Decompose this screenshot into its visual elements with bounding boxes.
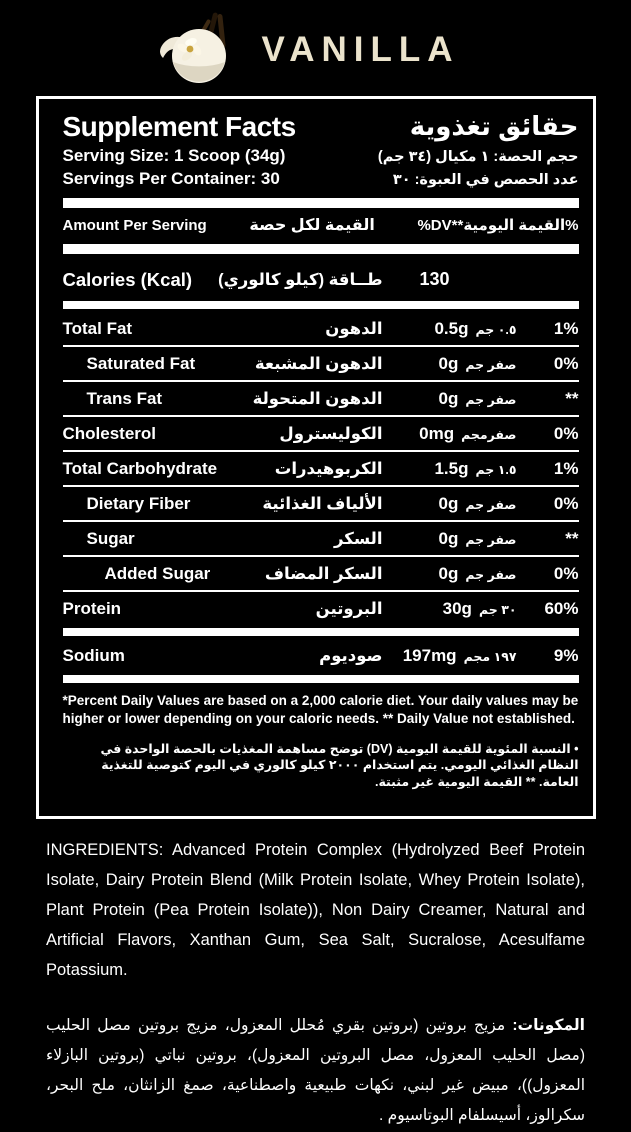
nutrient-daily-value: 0% [553,493,579,513]
nutrient-name-ar: طــاقة (كيلو كالوري) [218,270,383,289]
nutrient-daily-value: 1% [553,458,579,478]
nutrient-value [385,494,521,514]
amount-per-serving-row [63,215,579,235]
nutrient-value-ar: ٣٠ جم [478,602,517,617]
nutrient-daily-value: 9% [553,645,579,665]
nutrient-value-en: 0.5g [434,318,469,338]
nutrient-value-en: 30g [442,598,472,618]
flavor-title: VANILLA [261,30,460,69]
amount-per-serving-ar: القيمة لكل حصة [249,217,375,234]
nutrient-name-ar: الدهون المتحولة [252,389,383,408]
panel-title-row [63,111,579,143]
nutrient-value-en: 0g [438,353,459,373]
nutrient-daily-value: ** [565,528,579,548]
nutrient-name-ar: البروتين [315,599,383,618]
nutrient-row-sugar [63,522,579,555]
nutrient-value-ar: ١.٥ جم [475,462,517,477]
nutrient-daily-value: 60% [544,598,579,618]
daily-value-header: %DV**القيمة اليومية% [417,217,579,234]
nutrient-name-en: Protein [62,598,122,618]
section-divider-bar [63,675,579,683]
nutrient-daily-value: 1% [553,318,579,338]
section-divider-bar [63,628,579,636]
nutrient-value [385,599,521,619]
nutrient-name-ar: الدهون [325,319,383,338]
nutrient-name-ar: السكر [333,529,383,548]
nutrient-name-en: Saturated Fat [86,353,196,373]
nutrient-value-ar: ٠.٥ جم [475,322,517,337]
nutrient-daily-value: 0% [553,353,579,373]
nutrient-value [385,354,521,374]
brand-header [0,0,631,92]
nutrient-value-ar: صفرمجم [461,427,517,442]
nutrient-value [385,424,521,444]
nutrient-value-ar: صفر جم [465,567,517,582]
nutrient-name-ar: صوديوم [319,646,383,665]
nutrient-value [385,389,521,409]
nutrient-value-en: 0g [438,493,459,513]
nutrient-value [385,564,521,584]
vanilla-scoop-icon [157,10,255,91]
ingredients-ar-text: مزيج بروتين (بروتين بقري مُحلل المعزول، مزيج بروتين مصل الحليب (مصل الحليب المعزول، مصل البروتين المعزول)، بروتين نباتي (بروتين البازلاء المعزول))، مبيض غير لبني، نكهات طبيعية واصطناعية، صمغ الزانثان، ملح البحر، سكرالوز، أسيسلفام البوتاسيوم . [46,1016,585,1125]
nutrient-name-ar: الألياف الغذائية [262,494,383,513]
nutrient-row-saturated-fat [63,347,579,380]
servings-count-ar: عدد الحصص في العبوة: ٣٠ [392,172,579,188]
nutrient-row-cholesterol [63,417,579,450]
nutrient-value-ar: صفر جم [465,392,517,407]
thick-divider-bar [63,244,579,254]
nutrient-value [385,319,521,339]
nutrient-value-en: 0mg [419,423,455,443]
nutrient-row-added-sugar [63,557,579,590]
nutrient-value-en: 0g [438,563,459,583]
nutrient-name-en: Calories (Kcal) [62,268,193,290]
nutrient-name-ar: الدهون المشبعة [254,354,383,373]
nutrient-name-en: Total Carbohydrate [62,458,218,478]
footnote-ar: • النسبة المئوية للقيمة اليومية (DV) توضح مساهمة المغذيات بالحصة الواحدة في النظام الغذائي اليومي. يتم استخدام ٢٠٠٠ كيلو كالوري في اليوم كتوصية للتغذية العامة. ** القيمة اليومية غير مثبتة. [100,741,579,790]
thick-divider-bar [63,198,579,208]
nutrient-name-ar: الكوليسترول [279,424,383,443]
nutrient-value-en: 130 [419,269,450,289]
nutrient-row-total-fat [63,312,579,345]
nutrient-row-dietary-fiber [63,487,579,520]
ingredients-ar [46,1011,585,1132]
nutrient-name-en: Cholesterol [62,423,157,443]
ingredients-section [0,835,631,1132]
nutrient-name-ar: السكر المضاف [264,564,383,583]
ingredients-ar-label: المكونات: [512,1016,585,1034]
section-divider-bar [63,301,579,309]
nutrient-value [385,459,521,479]
nutrient-value-ar: صفر جم [465,357,517,372]
nutrient-row-protein [63,592,579,625]
nutrient-value-ar: ١٩٧ مجم [463,649,517,664]
nutrient-name-en: Added Sugar [104,563,211,583]
ingredients-en: INGREDIENTS: Advanced Protein Complex (Hydrolyzed Beef Protein Isolate, Dairy Protein Blend (Milk Protein Isolate, Whey Protein Isolate), Plant Protein (Pea Protein Isolate)), Non Dairy Creamer, Natural and Artificial Flavors, Xanthan Gum, Sea Salt, Sucralose, Acesulfame Potassium. [46,840,585,979]
serving-size-ar: حجم الحصة: ١ مكيال (٣٤ جم) [377,149,579,165]
nutrient-daily-value: 0% [553,423,579,443]
nutrient-value [385,646,521,666]
nutrient-value [385,529,521,549]
nutrient-rows [63,261,579,683]
footnote-en: *Percent Daily Values are based on a 2,000 calorie diet. Your daily values may be higher or lower depending on your caloric needs. ** Daily Value not established. [62,693,579,726]
nutrient-value-en: 1.5g [434,458,469,478]
nutrient-value-ar: صفر جم [465,497,517,512]
nutrient-value [385,269,521,290]
servings-per-container-row [63,169,579,189]
nutrient-name-en: Dietary Fiber [86,493,191,513]
nutrient-name-ar: الكربوهيدرات [274,459,383,478]
nutrient-row-trans-fat [63,382,579,415]
nutrient-name-en: Trans Fat [86,388,163,408]
nutrient-value-ar: صفر جم [465,532,517,547]
serving-size-row [63,146,579,166]
nutrient-value-en: 197mg [402,645,457,665]
nutrient-daily-value: ** [565,388,579,408]
nutrient-row-calories-kcal [63,261,579,298]
panel-title-ar: حقائق تغذوية [409,111,579,141]
serving-size-en: Serving Size: 1 Scoop (34g) [62,146,286,165]
nutrient-daily-value: 0% [553,563,579,583]
nutrient-row-sodium [63,639,579,672]
nutrient-name-en: Sodium [62,645,125,665]
amount-per-serving-en: Amount Per Serving [62,216,207,234]
supplement-facts-panel [36,96,596,819]
panel-title-en: Supplement Facts [62,111,296,142]
nutrient-value-en: 0g [438,528,459,548]
servings-count-en: Servings Per Container: 30 [62,169,280,188]
nutrient-row-total-carbohydrate [63,452,579,485]
nutrient-value-en: 0g [438,388,459,408]
nutrient-name-en: Sugar [86,528,135,548]
nutrient-name-en: Total Fat [62,318,133,338]
